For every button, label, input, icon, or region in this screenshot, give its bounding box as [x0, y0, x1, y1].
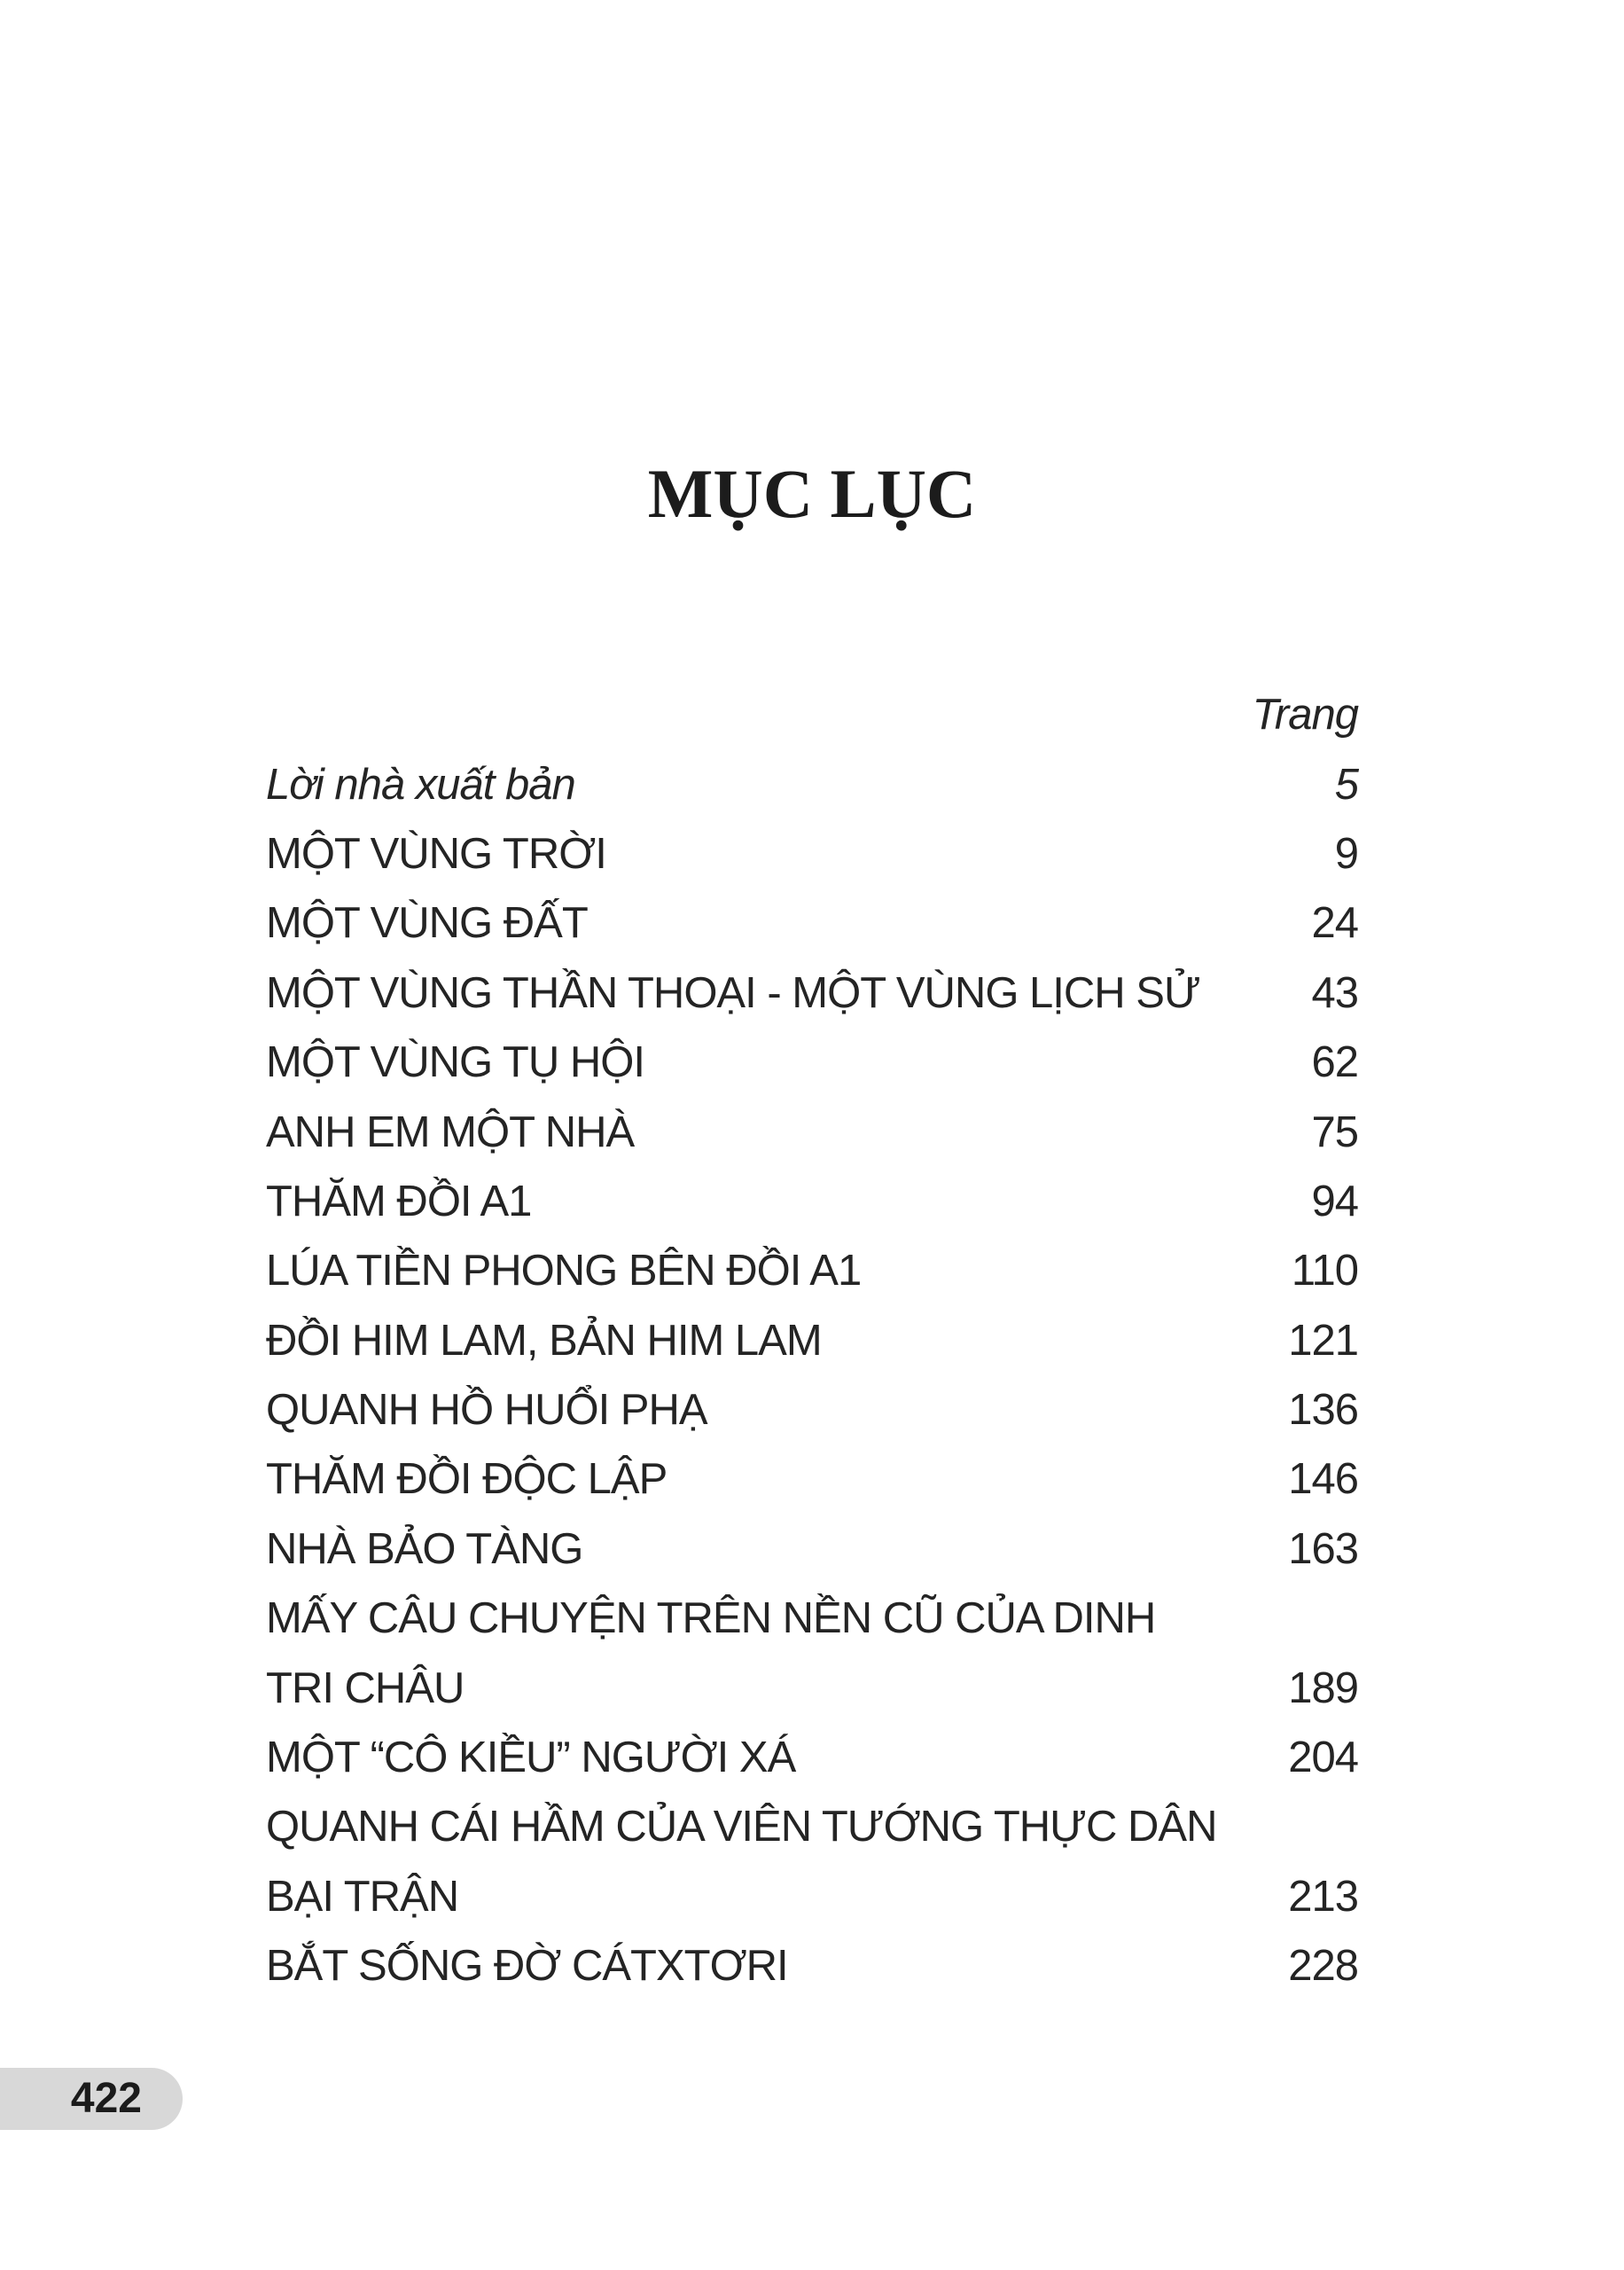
toc-entry-label: MỘT VÙNG THẦN THOẠI - MỘT VÙNG LỊCH SỬ	[266, 968, 1200, 1017]
table-of-contents	[266, 680, 1358, 2000]
column-header-trang: Trang	[1252, 691, 1358, 740]
toc-row	[266, 1167, 1358, 1236]
toc-entry-page: 9	[1334, 829, 1358, 878]
toc-row	[266, 888, 1358, 958]
toc-row	[266, 1584, 1358, 1653]
toc-entry-page: 228	[1288, 1942, 1358, 1991]
toc-row	[266, 819, 1358, 888]
toc-entry-page: 121	[1288, 1316, 1358, 1365]
toc-entry-label: BẮT SỐNG ĐỜ CÁTXTƠRI	[266, 1942, 788, 1991]
toc-entry-label: MỘT VÙNG TRỜI	[266, 829, 606, 878]
toc-entry-label: LÚA TIỀN PHONG BÊN ĐỒI A1	[266, 1247, 862, 1295]
toc-entry-label: TRI CHÂU	[266, 1663, 465, 1712]
toc-row	[266, 1723, 1358, 1792]
toc-entry-page: 75	[1311, 1108, 1358, 1156]
toc-entry-page: 94	[1311, 1177, 1358, 1225]
toc-row	[266, 1862, 1358, 1931]
page-title: MỤC LỤC	[647, 455, 977, 532]
page-number-badge: 422	[0, 2068, 183, 2130]
toc-entry-page: 43	[1311, 968, 1358, 1017]
toc-row	[266, 1097, 1358, 1166]
toc-entry-page: 24	[1311, 899, 1358, 948]
toc-row	[266, 1931, 1358, 2000]
toc-entry-label: QUANH HỒ HUỔI PHẠ	[266, 1386, 707, 1435]
toc-row	[266, 749, 1358, 818]
toc-entry-page: 163	[1288, 1524, 1358, 1573]
toc-row	[266, 1375, 1358, 1444]
toc-entry-label: MỘT VÙNG ĐẤT	[266, 899, 588, 948]
toc-entry-label: QUANH CÁI HẦM CỦA VIÊN TƯỚNG THỰC DÂN	[266, 1803, 1217, 1851]
toc-entry-label: MỘT VÙNG TỤ HỘI	[266, 1038, 644, 1087]
toc-entry-label: BẠI TRẬN	[266, 1872, 459, 1921]
toc-entry-label: ANH EM MỘT NHÀ	[266, 1108, 635, 1156]
toc-entry-page: 62	[1311, 1038, 1358, 1087]
toc-entry-page: 204	[1288, 1734, 1358, 1782]
toc-entry-label: THĂM ĐỒI ĐỘC LẬP	[266, 1455, 668, 1504]
toc-row	[266, 1515, 1358, 1584]
toc-entry-page: 136	[1288, 1386, 1358, 1435]
toc-entry-label: NHÀ BẢO TÀNG	[266, 1524, 583, 1573]
toc-entry-page: 213	[1288, 1872, 1358, 1921]
toc-entry-label: MẤY CÂU CHUYỆN TRÊN NỀN CŨ CỦA DINH	[266, 1594, 1156, 1643]
toc-entry-page: 146	[1288, 1455, 1358, 1504]
toc-row	[266, 1028, 1358, 1097]
toc-entry-label: Lời nhà xuất bản	[266, 760, 575, 809]
toc-entry-label: ĐỒI HIM LAM, BẢN HIM LAM	[266, 1316, 822, 1365]
toc-row	[266, 1792, 1358, 1861]
toc-header-row	[266, 680, 1358, 749]
toc-row	[266, 959, 1358, 1028]
toc-row	[266, 1236, 1358, 1305]
toc-entry-page: 5	[1334, 760, 1358, 809]
toc-entry-label: MỘT “CÔ KIỀU” NGƯỜI XÁ	[266, 1734, 796, 1782]
toc-row	[266, 1306, 1358, 1375]
toc-entry-label: THĂM ĐỒI A1	[266, 1177, 532, 1225]
toc-row	[266, 1653, 1358, 1722]
toc-entry-page: 110	[1291, 1247, 1358, 1295]
toc-entry-page: 189	[1288, 1663, 1358, 1712]
toc-row	[266, 1444, 1358, 1514]
